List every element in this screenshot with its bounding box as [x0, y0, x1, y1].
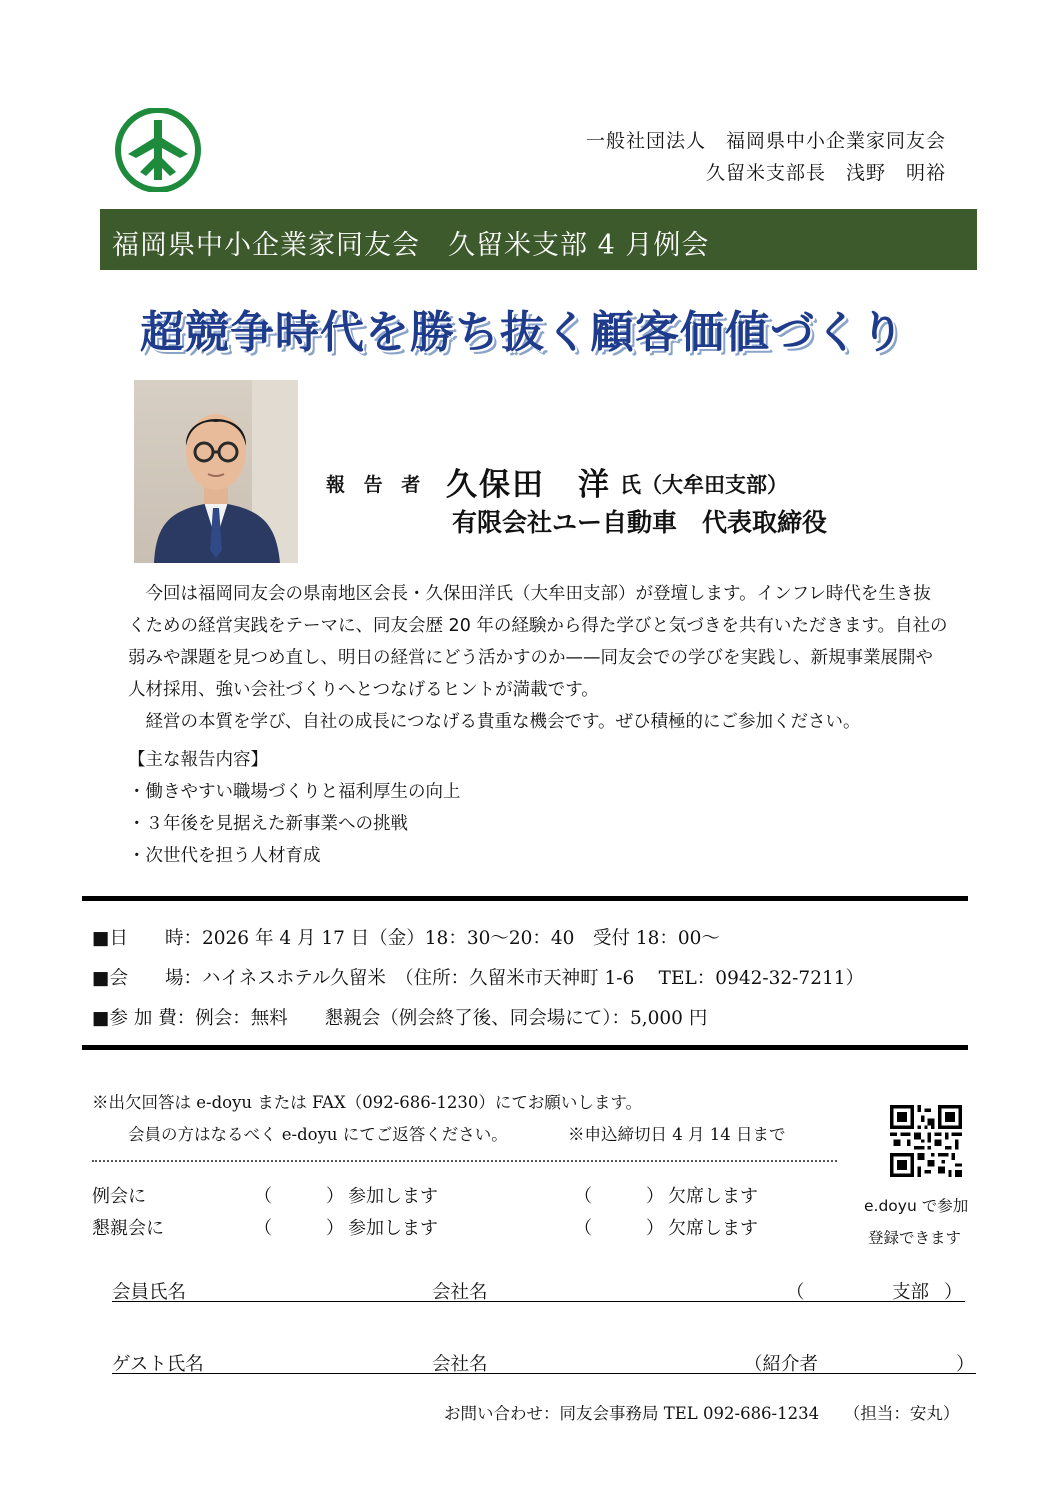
event-banner: [100, 209, 977, 270]
rsvp-note: ※出欠回答は e-doyu または FAX（092-686-1230）にてお願いします。: [92, 1093, 643, 1112]
attendance-party-label: 懇親会に: [92, 1218, 164, 1239]
event-venue: ■会 場：ハイネスホテル久留米 （住所：久留米市天神町 1-6 TEL：0942-32-7211）: [92, 968, 865, 989]
branch-chief: 久留米支部長 浅野 明裕: [705, 162, 946, 184]
branch-paren: （: [786, 1282, 805, 1303]
intro-paragraph: 今回は福岡同友会の県南地区会長・久保田洋氏（大牟田支部）が登壇します。インフレ時代を生き抜くための経営実践をテーマに、同友会歴 20 年の経験から得た学びと気づきを共有いただきます。自社の弱みや課題を見つめ直し、明日の経営にどう活かすのか——同友会での学びを実践し、新規事業展開や人材採用、強い会社づくりへとつなげるヒントが満載です。: [128, 584, 948, 700]
qr-caption: e.doyu で参加: [864, 1197, 969, 1215]
contact-info: お問い合わせ：同友会事務局 TEL 092-686-1234 （担当：安丸）: [444, 1404, 960, 1423]
checkbox-close: ）: [326, 1186, 344, 1207]
topic-item: ・働きやすい職場づくりと福利厚生の向上: [128, 782, 461, 802]
branch-field[interactable]: 支部: [892, 1282, 930, 1303]
checkbox-close: ）: [646, 1186, 664, 1207]
divider: [82, 1045, 968, 1050]
topic-item: ・３年後を見据えた新事業への挑戦: [128, 814, 408, 834]
speaker-company: 有限会社ユー自動車 代表取締役: [452, 508, 828, 537]
cut-line: [92, 1160, 837, 1162]
rsvp-note-members: 会員の方はなるべく e-doyu にてご返答ください。: [128, 1125, 508, 1144]
member-name-field[interactable]: 会員氏名: [112, 1282, 187, 1303]
absent-option: 欠席します: [668, 1186, 758, 1207]
rsvp-deadline: ※申込締切日 4 月 14 日まで: [568, 1125, 786, 1144]
doyukai-logo: [114, 108, 202, 192]
attend-option: 参加します: [348, 1186, 438, 1207]
divider: [82, 896, 968, 901]
member-underline: [112, 1301, 965, 1302]
checkbox-attend-party[interactable]: （: [254, 1218, 272, 1239]
absent-option: 欠席します: [668, 1218, 758, 1239]
event-fee: ■参 加 費：例会：無料 懇親会（例会終了後、同会場にて）：5,000 円: [92, 1008, 708, 1029]
speaker-photo: [134, 380, 298, 563]
event-date: ■日 時：2026 年 4 月 17 日（金）18：30～20：40 受付 18：00～: [92, 928, 720, 949]
checkbox-absent-meeting[interactable]: （: [574, 1186, 592, 1207]
closing-paragraph: 経営の本質を学び、自社の成長につなげる貴重な機会です。ぜひ積極的にご参加ください。: [145, 712, 861, 732]
attend-option: 参加します: [348, 1218, 438, 1239]
checkbox-close: ）: [326, 1218, 344, 1239]
speaker-name: 久保田 洋: [446, 467, 611, 503]
branch-paren: ）: [944, 1282, 963, 1303]
checkbox-close: ）: [646, 1218, 664, 1239]
banner-title: 福岡県中小企業家同友会 久留米支部 4 月例会: [112, 230, 710, 261]
guest-name-field[interactable]: ゲスト氏名: [112, 1354, 204, 1375]
topic-item: ・次世代を担う人材育成: [128, 846, 321, 866]
qr-caption: 登録できます: [868, 1229, 962, 1247]
page-title: 超競争時代を勝ち抜く顧客価値づくり: [140, 307, 905, 358]
guest-company-field[interactable]: 会社名: [432, 1354, 488, 1375]
topics-heading: 【主な報告内容】: [128, 750, 268, 770]
qr-code-icon[interactable]: [890, 1105, 962, 1177]
organization-name: 一般社団法人 福岡県中小企業家同友会: [585, 130, 946, 152]
checkbox-attend-meeting[interactable]: （: [254, 1186, 272, 1207]
guest-underline: [112, 1373, 976, 1374]
speaker-affiliation: 氏（大牟田支部）: [620, 473, 788, 497]
referrer-paren: ）: [956, 1354, 975, 1375]
referrer-field[interactable]: （紹介者: [744, 1354, 819, 1375]
speaker-label: 報 告 者: [326, 474, 427, 496]
checkbox-absent-party[interactable]: （: [574, 1218, 592, 1239]
attendance-meeting-label: 例会に: [92, 1186, 146, 1207]
company-field[interactable]: 会社名: [432, 1282, 488, 1303]
